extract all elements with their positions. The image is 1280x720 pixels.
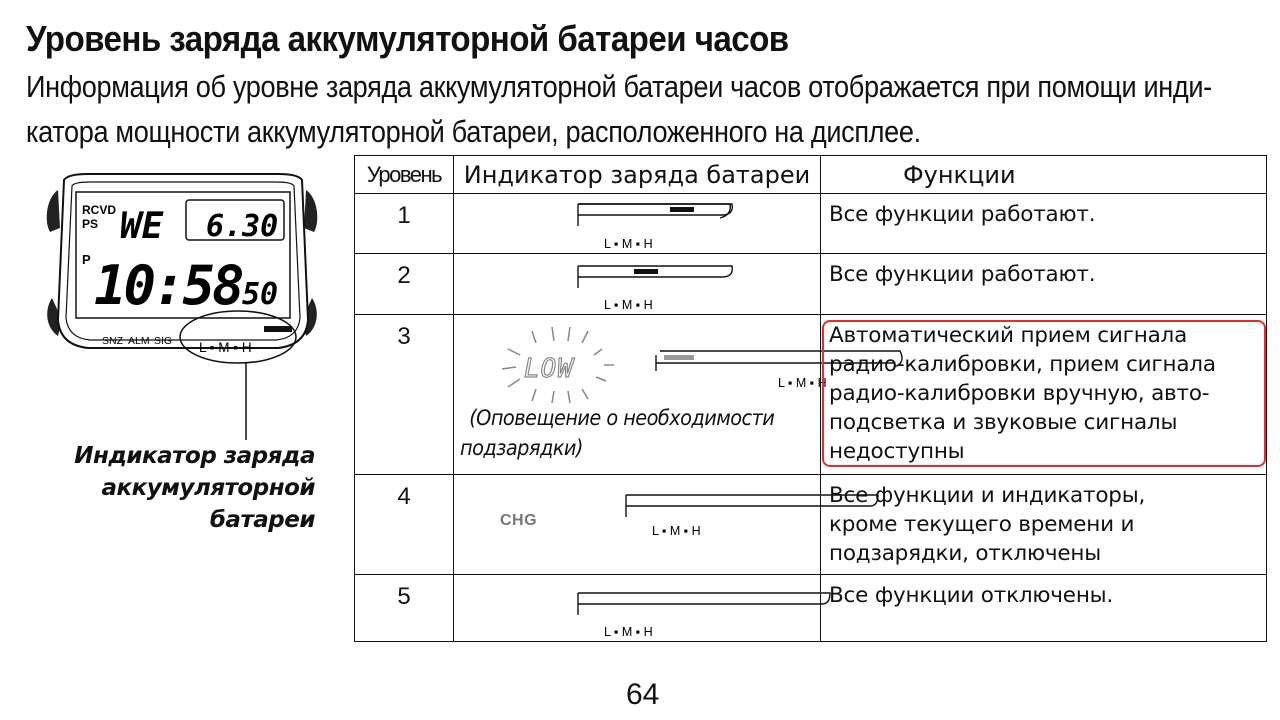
intro-line-2: катора мощности аккумуляторной батареи, расположенного на дисплее. — [26, 114, 921, 149]
level-cell: 4 — [355, 475, 454, 575]
watch-illustration — [38, 170, 328, 400]
table-row — [355, 575, 1267, 642]
function-line: недоступны — [829, 439, 965, 464]
watch-date: 6.30 — [206, 209, 279, 244]
function-line: Все функции и индикаторы, — [829, 483, 1146, 508]
callout-line-3: батареи — [209, 507, 315, 533]
indicator-cell — [454, 475, 821, 575]
battery-indicator-off — [454, 575, 821, 642]
watch-rcvd: RCVD — [82, 203, 117, 217]
watch-time: 10:58 — [94, 254, 242, 317]
low-warning-text: LOW — [524, 354, 574, 384]
indicator-cell — [454, 315, 827, 475]
battery-indicator-low — [454, 315, 827, 415]
watch-button-left-top — [47, 190, 60, 232]
note-line-2: подзарядки) — [460, 436, 583, 460]
watch-alm: ALM — [128, 335, 150, 347]
callout-line-1: Индикатор заряда — [74, 443, 315, 469]
header-functions: Функции — [821, 156, 1267, 194]
indicator-segment-m — [634, 269, 658, 274]
indicator-segment-l — [664, 355, 694, 360]
page-title: Уровень заряда аккумуляторной батареи часов — [26, 18, 789, 59]
header-indicator: Индикатор заряда батареи — [454, 156, 821, 194]
recharge-alert-note — [460, 403, 846, 463]
level-cell: 5 — [355, 575, 454, 642]
function-line: Все функции отключены. — [829, 583, 1114, 608]
functions-cell — [821, 475, 1267, 575]
indicator-segment-h — [670, 207, 694, 212]
function-line: Все функции работают. — [829, 202, 1096, 227]
function-line: подзарядки, отключены — [829, 541, 1102, 566]
functions-cell — [821, 254, 1267, 315]
functions-cell — [821, 194, 1267, 254]
table-header-row — [355, 156, 1267, 194]
indicator-lmh-label: L ▪ M ▪ H — [604, 237, 653, 251]
indicator-lmh-label: L ▪ M ▪ H — [604, 625, 653, 639]
intro-paragraph — [26, 64, 1260, 154]
table-row — [355, 254, 1267, 315]
intro-line-1: Информация об уровне заряда аккумуляторной батареи часов отображается при помощи инди- — [26, 69, 1212, 104]
indicator-cell — [454, 194, 821, 254]
function-line: кроме текущего времени и — [829, 512, 1135, 537]
battery-indicator-high — [454, 194, 821, 254]
charge-indicator: CHG — [500, 512, 538, 529]
indicator-cell — [454, 575, 821, 642]
watch-sig: SIG — [154, 335, 173, 347]
function-line: радио-калибровки вручную, авто- — [829, 381, 1210, 406]
level-cell: 1 — [355, 194, 454, 254]
watch-snz: SNZ — [102, 335, 123, 347]
indicator-lmh-label: L ▪ M ▪ H — [604, 298, 653, 312]
note-line-1: (Оповещение о необходимости — [469, 406, 775, 430]
callout-label — [60, 440, 315, 536]
functions-cell — [821, 575, 1267, 642]
watch-button-right-top — [304, 190, 317, 232]
header-level: Уровень — [355, 156, 454, 194]
watch-day: WE — [120, 206, 164, 247]
function-line: подсветка и звуковые сигналы — [829, 410, 1178, 435]
battery-indicator-empty — [454, 475, 821, 573]
row-3-highlight-box — [822, 320, 1266, 467]
watch-battery-bar — [264, 326, 292, 332]
watch-pm-indicator: P — [82, 252, 91, 267]
level-cell: 3 — [355, 315, 454, 475]
indicator-lmh-label: L ▪ M ▪ H — [778, 376, 827, 390]
callout-line-2: аккумуляторной — [101, 475, 315, 501]
function-line: Все функции работают. — [829, 262, 1096, 287]
function-line: радио-калибровки, прием сигнала — [829, 352, 1216, 377]
indicator-cell — [454, 254, 821, 315]
function-line: Автоматический прием сигнала — [829, 323, 1188, 348]
watch-ps: PS — [82, 217, 99, 231]
page-number: 64 — [626, 678, 660, 711]
indicator-lmh-label: L ▪ M ▪ H — [652, 524, 701, 538]
level-cell: 2 — [355, 254, 454, 315]
watch-lmh-label: L ▪ M ▪ H — [199, 340, 252, 355]
table-row — [355, 475, 1267, 575]
watch-seconds: 50 — [242, 277, 279, 312]
battery-indicator-medium — [454, 254, 821, 315]
table-row — [355, 194, 1267, 254]
